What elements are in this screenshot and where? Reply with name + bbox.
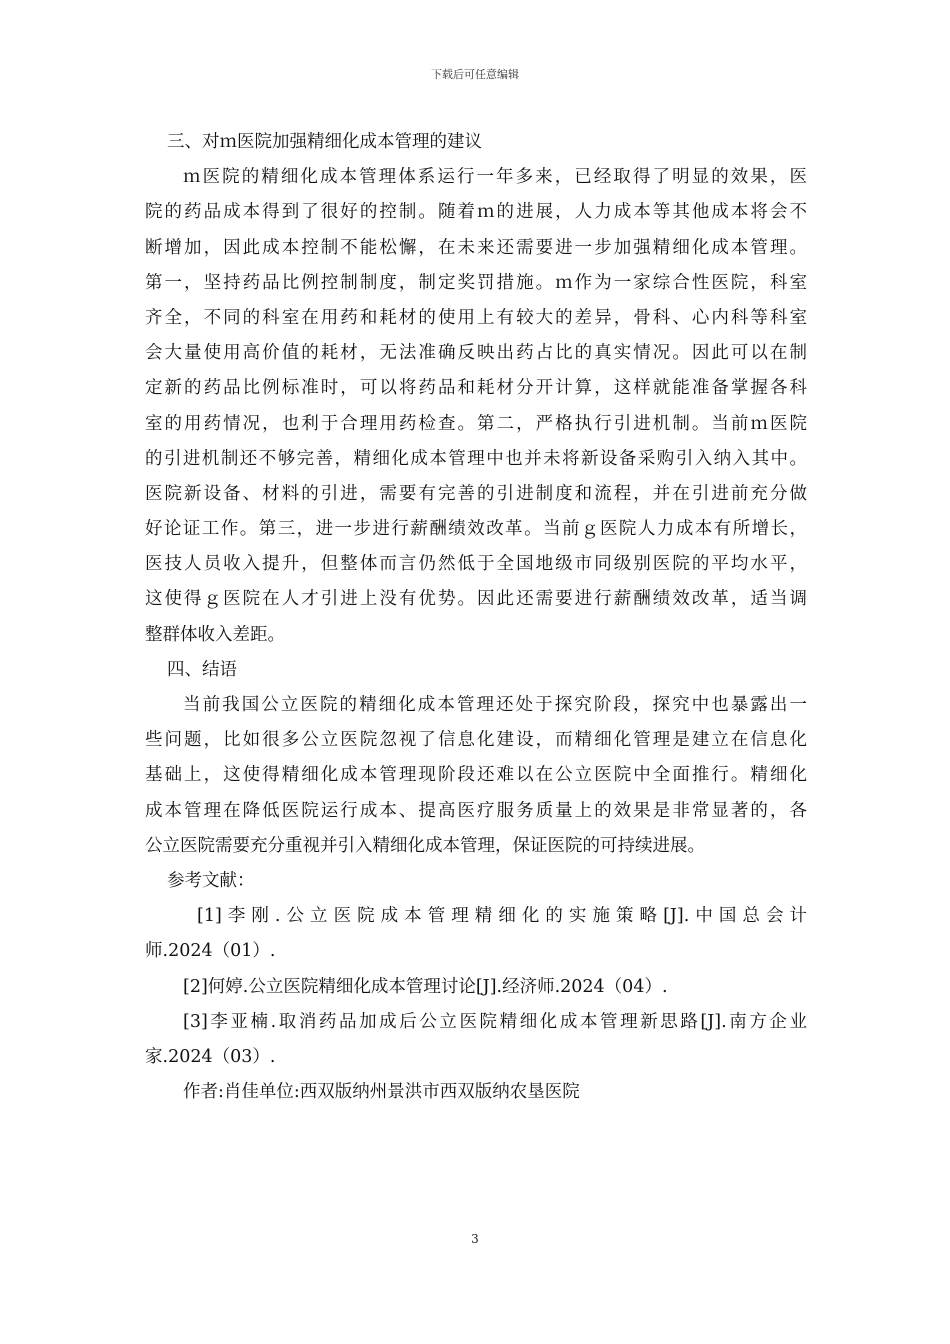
paragraph-line: 好论证工作。第三，进一步进行薪酬绩效改革。当前ｇ医院人力成本有所增长， bbox=[145, 519, 807, 540]
paragraph-line: 基础上，这使得精细化成本管理现阶段还难以在公立医院中全面推行。精细化 bbox=[145, 765, 807, 786]
reference-item: [3]李亚楠.取消药品加成后公立医院精细化成本管理新思路[J].南方企业 bbox=[183, 1011, 807, 1032]
body-text bbox=[145, 125, 807, 1110]
paragraph-line: 这使得ｇ医院在人才引进上没有优势。因此还需要进行薪酬绩效改革，适当调 bbox=[145, 589, 807, 610]
paragraph-line: 齐全，不同的科室在用药和耗材的使用上有较大的差异，骨科、心内科等科室 bbox=[145, 307, 807, 328]
paragraph-line: 医技人员收入提升，但整体而言仍然低于全国地级市同级别医院的平均水平， bbox=[145, 554, 807, 575]
paragraph-line: 断增加，因此成本控制不能松懈，在未来还需要进一步加强精细化成本管理。 bbox=[145, 237, 807, 258]
paragraph-line: 当前我国公立医院的精细化成本管理还处于探究阶段，探究中也暴露出一 bbox=[183, 695, 807, 715]
paragraph-line: 院的药品成本得到了很好的控制。随着ｍ的进展，人力成本等其他成本将会不 bbox=[145, 202, 807, 223]
paragraph-line: 成本管理在降低医院运行成本、提高医疗服务质量上的效果是非常显著的，各 bbox=[145, 800, 807, 821]
reference-item: [2]何婷.公立医院精细化成本管理讨论[J].经济师.2024（04）. bbox=[183, 976, 668, 997]
paragraph-line: 会大量使用高价值的耗材，无法准确反映出药占比的真实情况。因此可以在制 bbox=[145, 343, 807, 364]
paragraph-line: 些问题，比如很多公立医院忽视了信息化建设，而精细化管理是建立在信息化 bbox=[145, 730, 807, 751]
paragraph-line: 的引进机制还不够完善，精细化成本管理中也并未将新设备采购引入纳入其中。 bbox=[145, 448, 807, 469]
paragraph-line: 第一，坚持药品比例控制制度，制定奖罚措施。ｍ作为一家综合性医院，科室 bbox=[145, 272, 807, 293]
paragraph-line: ｍ医院的精细化成本管理体系运行一年多来，已经取得了明显的效果，医 bbox=[183, 167, 807, 188]
references-heading: 参考文献： bbox=[167, 870, 255, 891]
paragraph-line: 定新的药品比例标准时，可以将药品和耗材分开计算，这样就能准备掌握各科 bbox=[145, 378, 807, 399]
reference-item-continued: 师.2024（01）. bbox=[145, 941, 276, 962]
author-line: 作者:肖佳单位:西双版纳州景洪市西双版纳农垦医院 bbox=[183, 1082, 580, 1103]
paragraph-line: 公立医院需要充分重视并引入精细化成本管理，保证医院的可持续进展。 bbox=[145, 835, 705, 856]
reference-item-continued: 家.2024（03）. bbox=[145, 1046, 276, 1067]
section3-heading: 三、对ｍ医院加强精细化成本管理的建议 bbox=[167, 132, 482, 152]
header-note: 下载后可任意编辑 bbox=[431, 68, 519, 81]
paragraph-line: 整群体收入差距。 bbox=[145, 624, 285, 645]
paragraph-line: 室的用药情况，也利于合理用药检查。第二，严格执行引进机制。当前ｍ医院 bbox=[145, 413, 807, 434]
page-number: 3 bbox=[471, 1232, 479, 1246]
section4-heading: 四、结语 bbox=[167, 659, 237, 680]
reference-item: [1]李刚.公立医院成本管理精细化的实施策略[J].中国总会计 bbox=[197, 906, 807, 927]
paragraph-line: 医院新设备、材料的引进，需要有完善的引进制度和流程，并在引进前充分做 bbox=[145, 483, 807, 504]
